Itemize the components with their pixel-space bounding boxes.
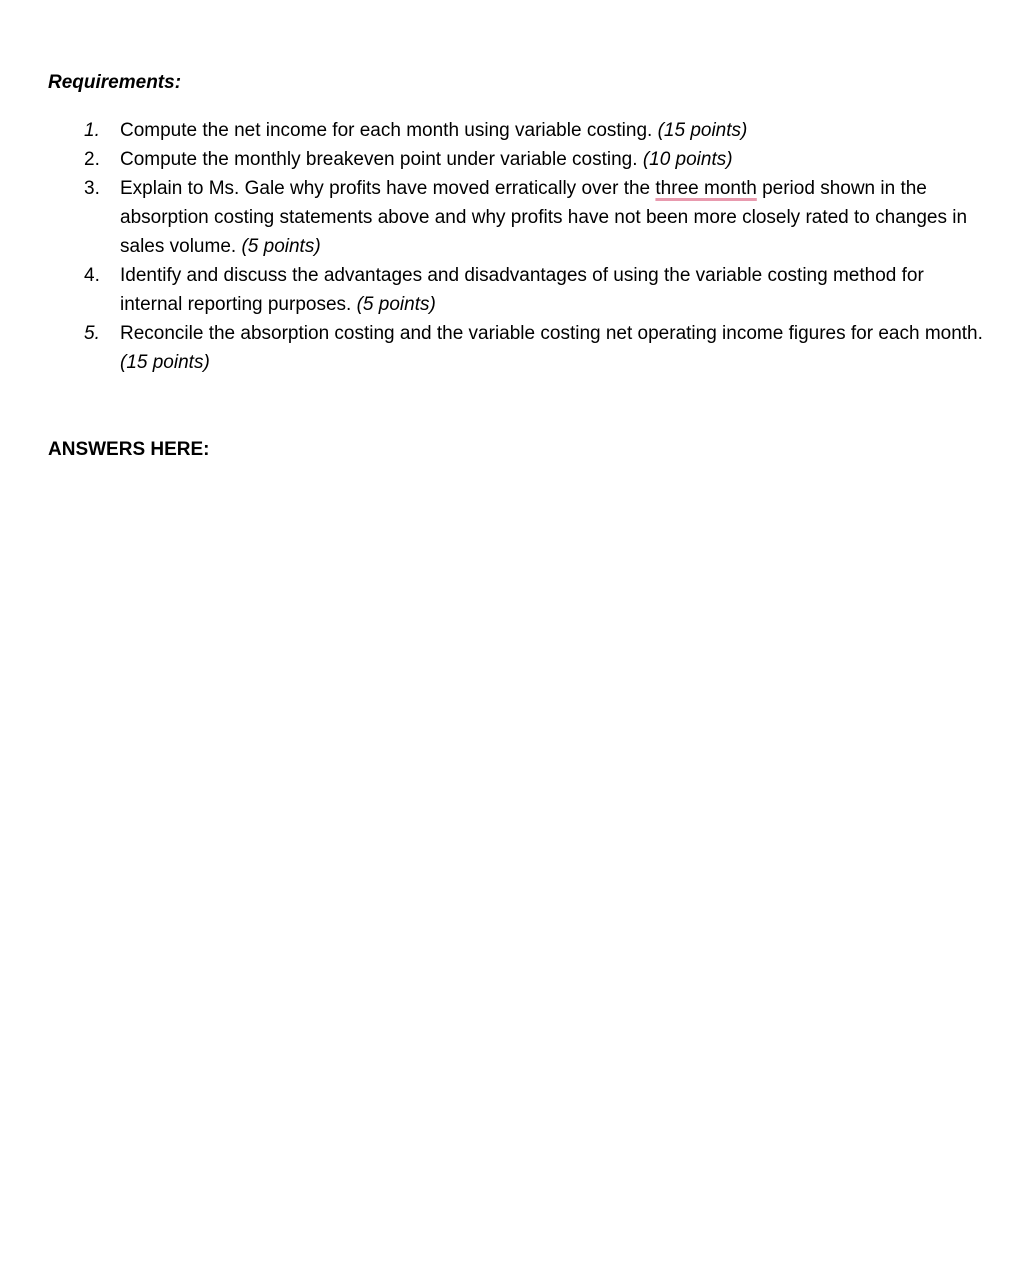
item-number: 3. <box>84 178 100 199</box>
requirement-item-4 <box>0 261 990 319</box>
requirement-item-3 <box>0 174 990 261</box>
item-number: 5. <box>84 323 100 344</box>
item-text-after: period shown in the absorption costing statements above and why profits have not been more closely rated to changes in sales volume. <box>120 178 968 257</box>
item-text: Compute the net income for each month using variable costing. <box>120 120 653 141</box>
spellcheck-flagged-text[interactable]: three month <box>655 178 757 199</box>
item-number: 4. <box>84 265 100 286</box>
item-text: Identify and discuss the advantages and disadvantages of using the variable costing method for internal reporting purposes. <box>120 265 924 315</box>
item-number: 2. <box>84 149 100 170</box>
requirement-item-5 <box>0 319 990 377</box>
requirement-item-1 <box>0 116 990 145</box>
item-points: (15 points) <box>120 352 210 373</box>
item-points: (10 points) <box>642 149 733 170</box>
requirements-heading: Requirements: <box>48 72 182 93</box>
answers-heading: ANSWERS HERE: <box>48 439 210 460</box>
requirement-item-2 <box>0 145 990 174</box>
item-number: 1. <box>84 120 100 141</box>
item-points: (5 points) <box>241 236 321 257</box>
item-points: (5 points) <box>356 294 436 315</box>
requirements-list <box>0 116 1000 377</box>
item-text-before: Explain to Ms. Gale why profits have moved erratically over the <box>120 178 651 199</box>
item-text: Reconcile the absorption costing and the variable costing net operating income figures for each month. <box>120 323 983 344</box>
item-points: (15 points) <box>657 120 748 141</box>
item-text: Compute the monthly breakeven point under variable costing. <box>120 149 638 170</box>
